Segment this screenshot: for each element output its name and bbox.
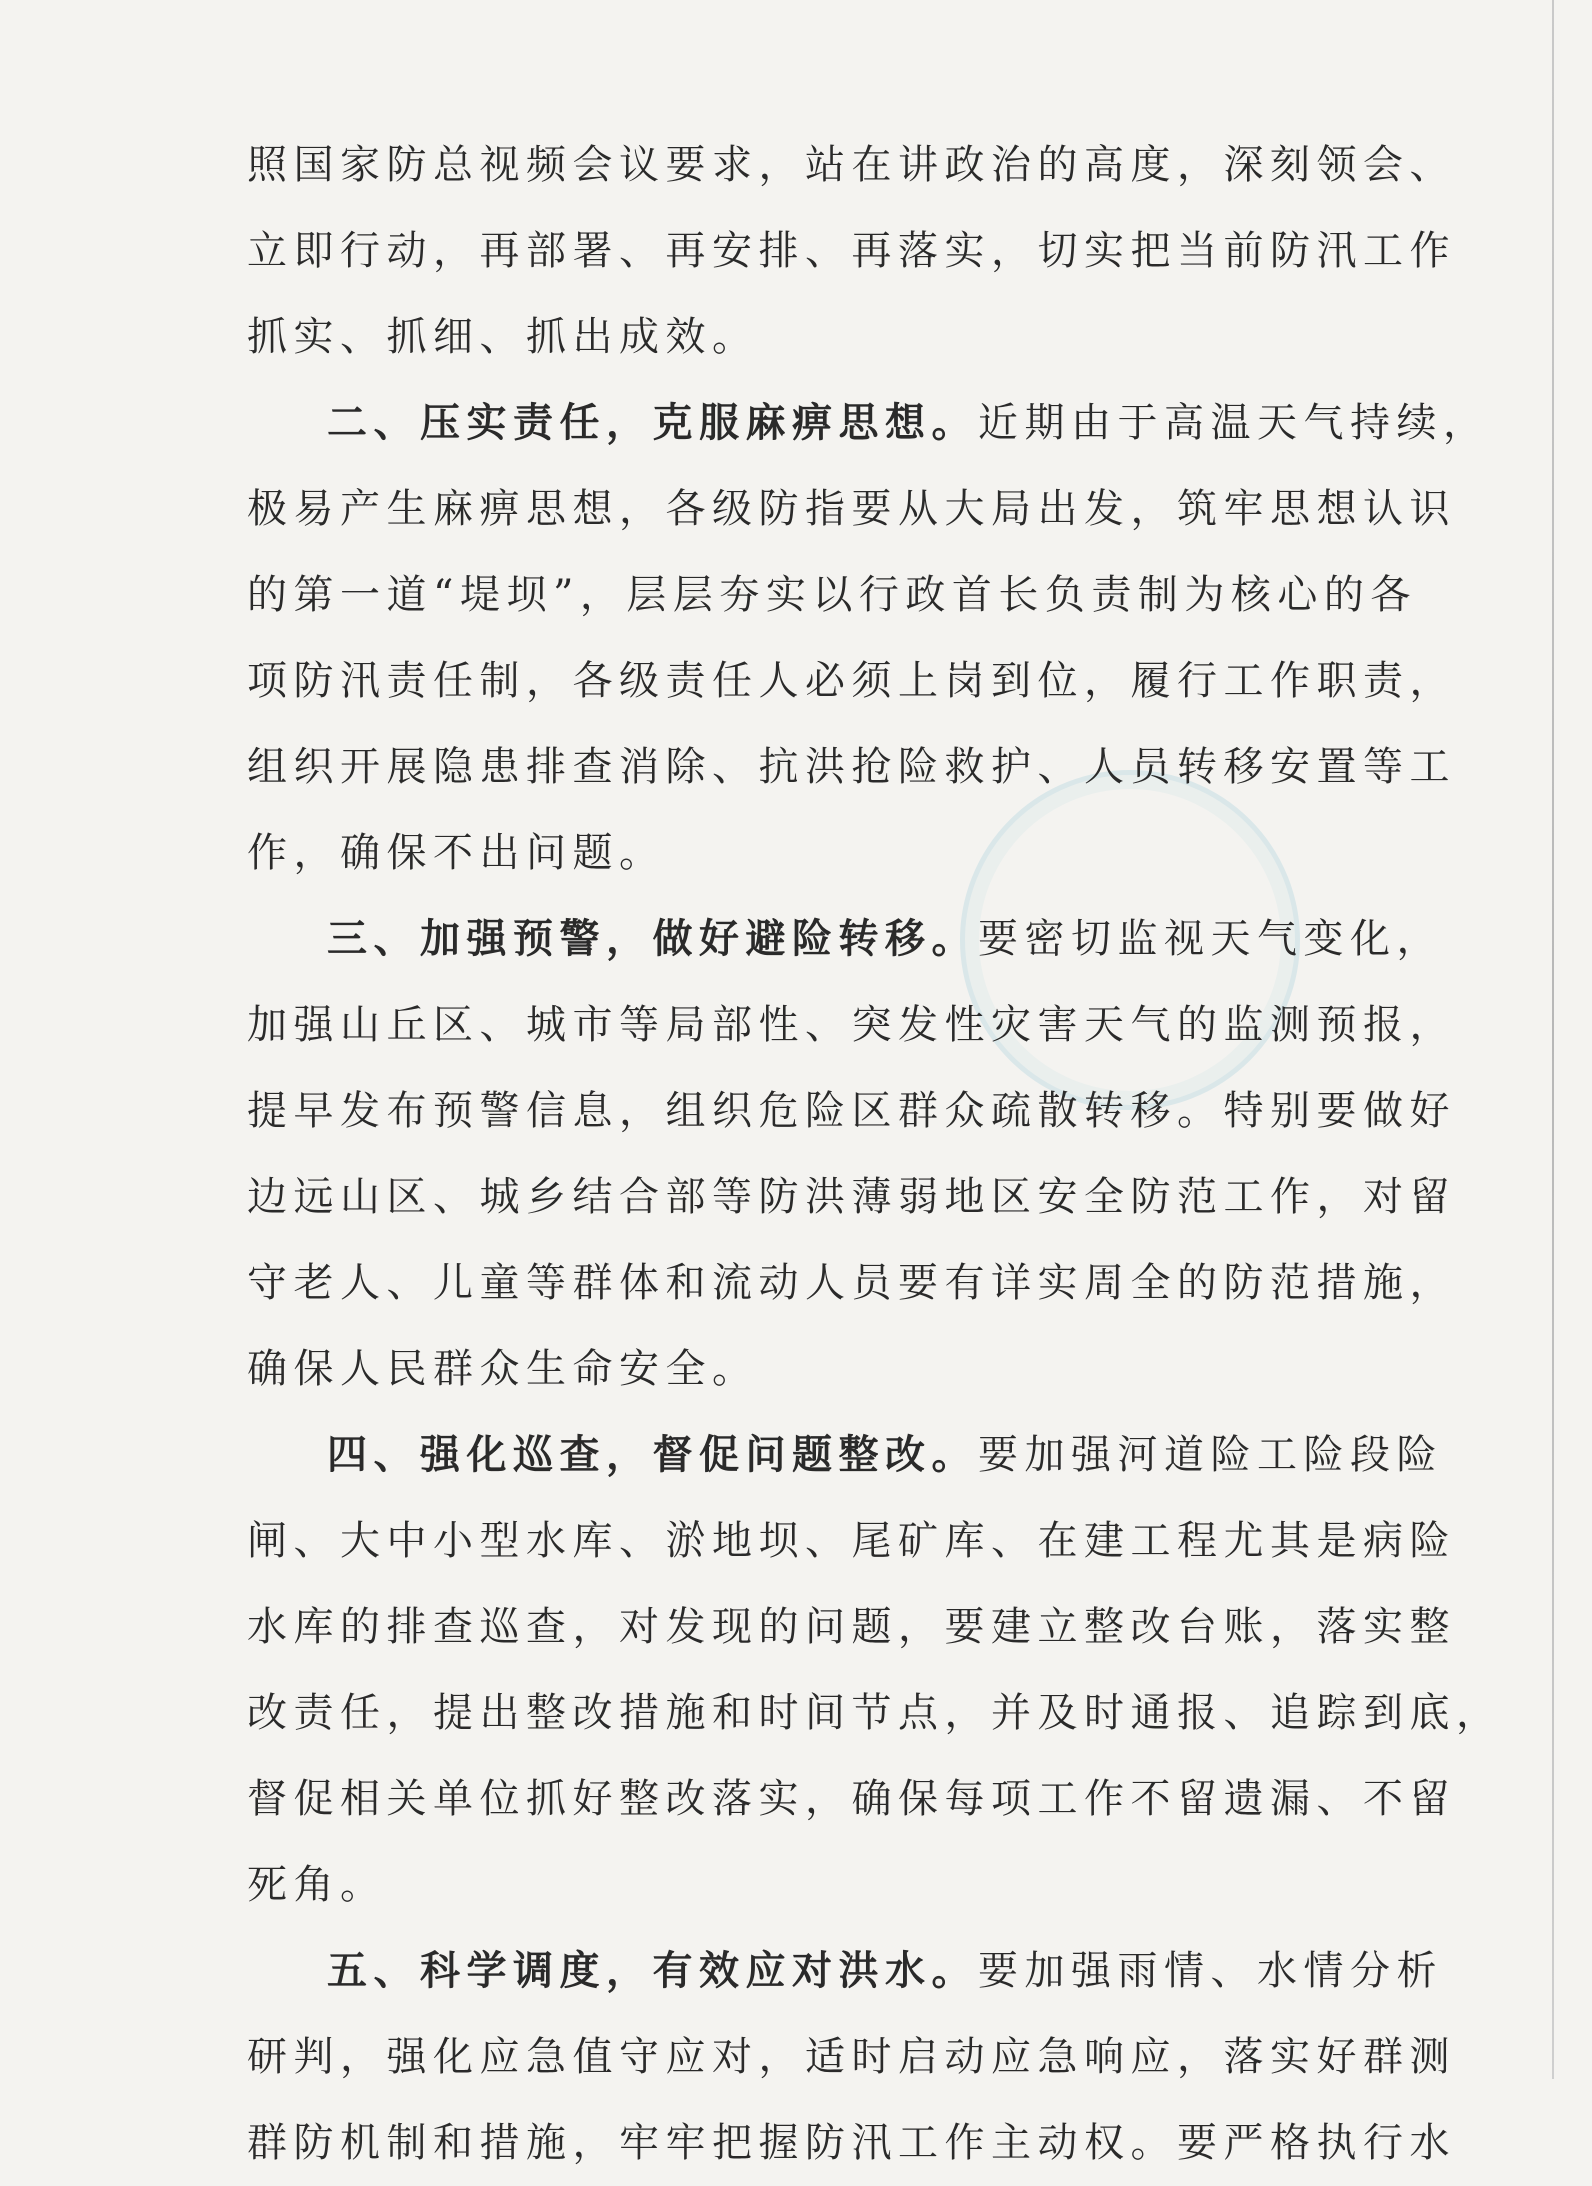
- document-body: [247, 122, 1503, 2186]
- body-line: 的第一道“堤坝”，层层夯实以行政首长负责制为核心的各: [247, 572, 1417, 618]
- body-line: 作，确保不出问题。: [247, 830, 666, 876]
- paragraph-5-first-line: [247, 1928, 1443, 2014]
- body-line: 确保人民群众生命安全。: [247, 1346, 759, 1392]
- body-line: 极易产生麻痹思想，各级防指要从大局出发，筑牢思想认识: [247, 486, 1456, 532]
- body-line: 群防机制和措施，牢牢把握防汛工作主动权。要严格执行水: [247, 2120, 1456, 2166]
- body-line: 督促相关单位抓好整改落实，确保每项工作不留遗漏、不留: [247, 1776, 1456, 1822]
- body-line: 照国家防总视频会议要求，站在讲政治的高度，深刻领会、: [247, 142, 1456, 188]
- body-line: 加强山丘区、城市等局部性、突发性灾害天气的监测预报，: [247, 1002, 1456, 1048]
- body-line: 研判，强化应急值守应对，适时启动应急响应，落实好群测: [247, 2034, 1456, 2080]
- section-heading-3: 三、加强预警，做好避险转移。: [327, 915, 978, 962]
- body-line: 改责任，提出整改措施和时间节点，并及时通报、追踪到底，: [247, 1690, 1503, 1736]
- body-line: 提早发布预警信息，组织危险区群众疏散转移。特别要做好: [247, 1088, 1456, 1134]
- paragraph-4-first-line: [247, 1412, 1443, 1498]
- section-heading-5: 五、科学调度，有效应对洪水。: [327, 1947, 978, 1994]
- body-line: 水库的排查巡查，对发现的问题，要建立整改台账，落实整: [247, 1604, 1456, 1650]
- paragraph-2-first-line: [247, 380, 1490, 466]
- body-line: 立即行动，再部署、再安排、再落实，切实把当前防汛工作: [247, 228, 1456, 274]
- body-text: 近期由于高温天气持续，: [978, 400, 1490, 446]
- body-line: 死角。: [247, 1862, 387, 1908]
- body-line: 项防汛责任制，各级责任人必须上岗到位，履行工作职责，: [247, 658, 1456, 704]
- body-text: 要密切监视天气变化，: [978, 916, 1443, 962]
- body-text: 要加强雨情、水情分析: [978, 1948, 1443, 1994]
- body-line: 抓实、抓细、抓出成效。: [247, 314, 759, 360]
- paragraph-3-first-line: [247, 896, 1443, 982]
- body-line: 闸、大中小型水库、淤地坝、尾矿库、在建工程尤其是病险: [247, 1518, 1456, 1564]
- body-line: 组织开展隐患排查消除、抗洪抢险救护、人员转移安置等工: [247, 744, 1456, 790]
- body-line: 边远山区、城乡结合部等防洪薄弱地区安全防范工作，对留: [247, 1174, 1456, 1220]
- section-heading-4: 四、强化巡查，督促问题整改。: [327, 1431, 978, 1478]
- body-text: 要加强河道险工险段险: [978, 1432, 1443, 1478]
- scan-page-edge: [1552, 0, 1554, 2079]
- section-heading-2: 二、压实责任，克服麻痹思想。: [327, 399, 978, 446]
- body-line: 守老人、儿童等群体和流动人员要有详实周全的防范措施，: [247, 1260, 1456, 1306]
